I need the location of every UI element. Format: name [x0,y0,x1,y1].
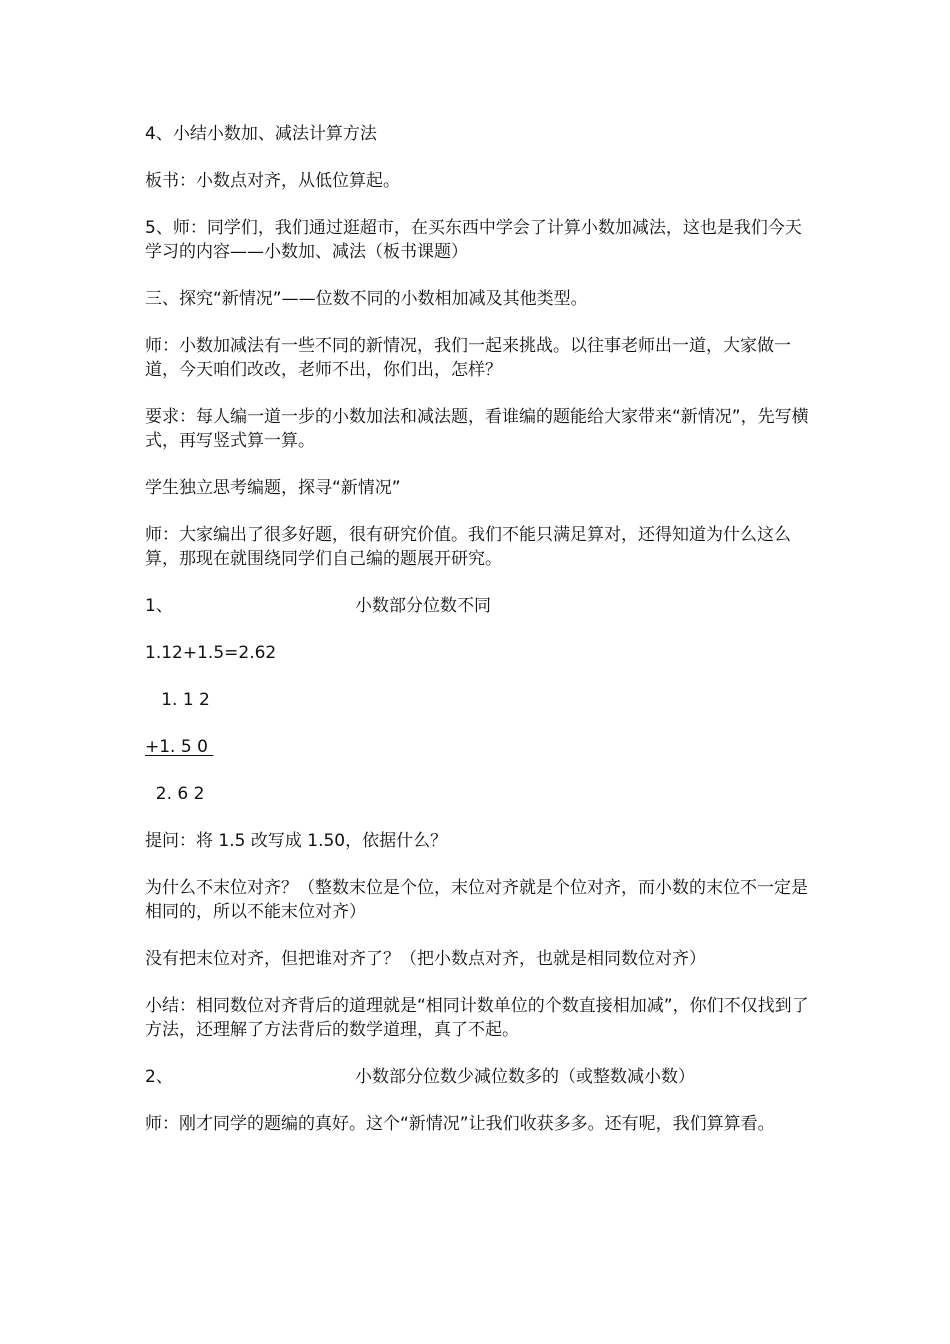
list-item-1 [145,594,815,618]
vertical-calc-line-3: 2. 6 2 [145,784,205,804]
paragraph-summary: 小结：相同数位对齐背后的道理就是“相同计数单位的个数直接相加减”，你们不仅找到了方法，还理解了方法背后的数学道理，真了不起。 [145,996,809,1040]
list-item-2 [145,1065,815,1089]
vertical-calc-line-2: +1. 5 0 [145,737,214,757]
list-item-number: 2、 [145,1067,173,1087]
paragraph-what-aligned: 没有把末位对齐，但把谁对齐了？（把小数点对齐，也就是相同数位对齐） [145,949,706,969]
document-body [145,122,815,1159]
paragraph-why-not-align: 为什么不末位对齐？（整数末位是个位，末位对齐就是个位对齐，而小数的末位不一定是相同的，所以不能末位对齐） [145,878,808,922]
paragraph-requirement: 要求：每人编一道一步的小数加法和减法题，看谁编的题能给大家带来“新情况”，先写横式，再写竖式算一算。 [145,407,809,451]
paragraph-teacher-intro: 5、师：同学们，我们通过逛超市，在买东西中学会了计算小数加减法，这也是我们今天学习的内容——小数加、减法（板书课题） [145,218,802,262]
list-item-number: 1、 [145,596,173,616]
vertical-calc-line-1: 1. 1 2 [145,690,210,710]
paragraph-question: 提问：将 1.5 改写成 1.50，依据什么？ [145,831,448,851]
paragraph-section-three: 三、探究“新情况”——位数不同的小数相加减及其他类型。 [145,289,588,309]
paragraph-summary-heading: 4、小结小数加、减法计算方法 [145,124,377,144]
paragraph-teacher-research: 师：大家编出了很多好题，很有研究价值。我们不能只满足算对，还得知道为什么这么算，那现在就围绕同学们自己编的题展开研究。 [145,525,791,569]
paragraph-teacher-praise: 师：刚才同学的题编的真好。这个“新情况”让我们收获多多。还有呢，我们算算看。 [145,1114,775,1134]
paragraph-teacher-challenge: 师：小数加减法有一些不同的新情况，我们一起来挑战。以往事老师出一道，大家做一道，今天咱们改改，老师不出，你们出，怎样？ [145,336,791,380]
list-item-title: 小数部分位数少减位数多的（或整数减小数） [355,1067,695,1087]
list-item-title: 小数部分位数不同 [355,596,491,616]
paragraph-student-think: 学生独立思考编题，探寻“新情况” [145,478,401,498]
equation-horizontal: 1.12+1.5=2.62 [145,643,277,663]
paragraph-board-writing: 板书：小数点对齐，从低位算起。 [145,171,400,191]
